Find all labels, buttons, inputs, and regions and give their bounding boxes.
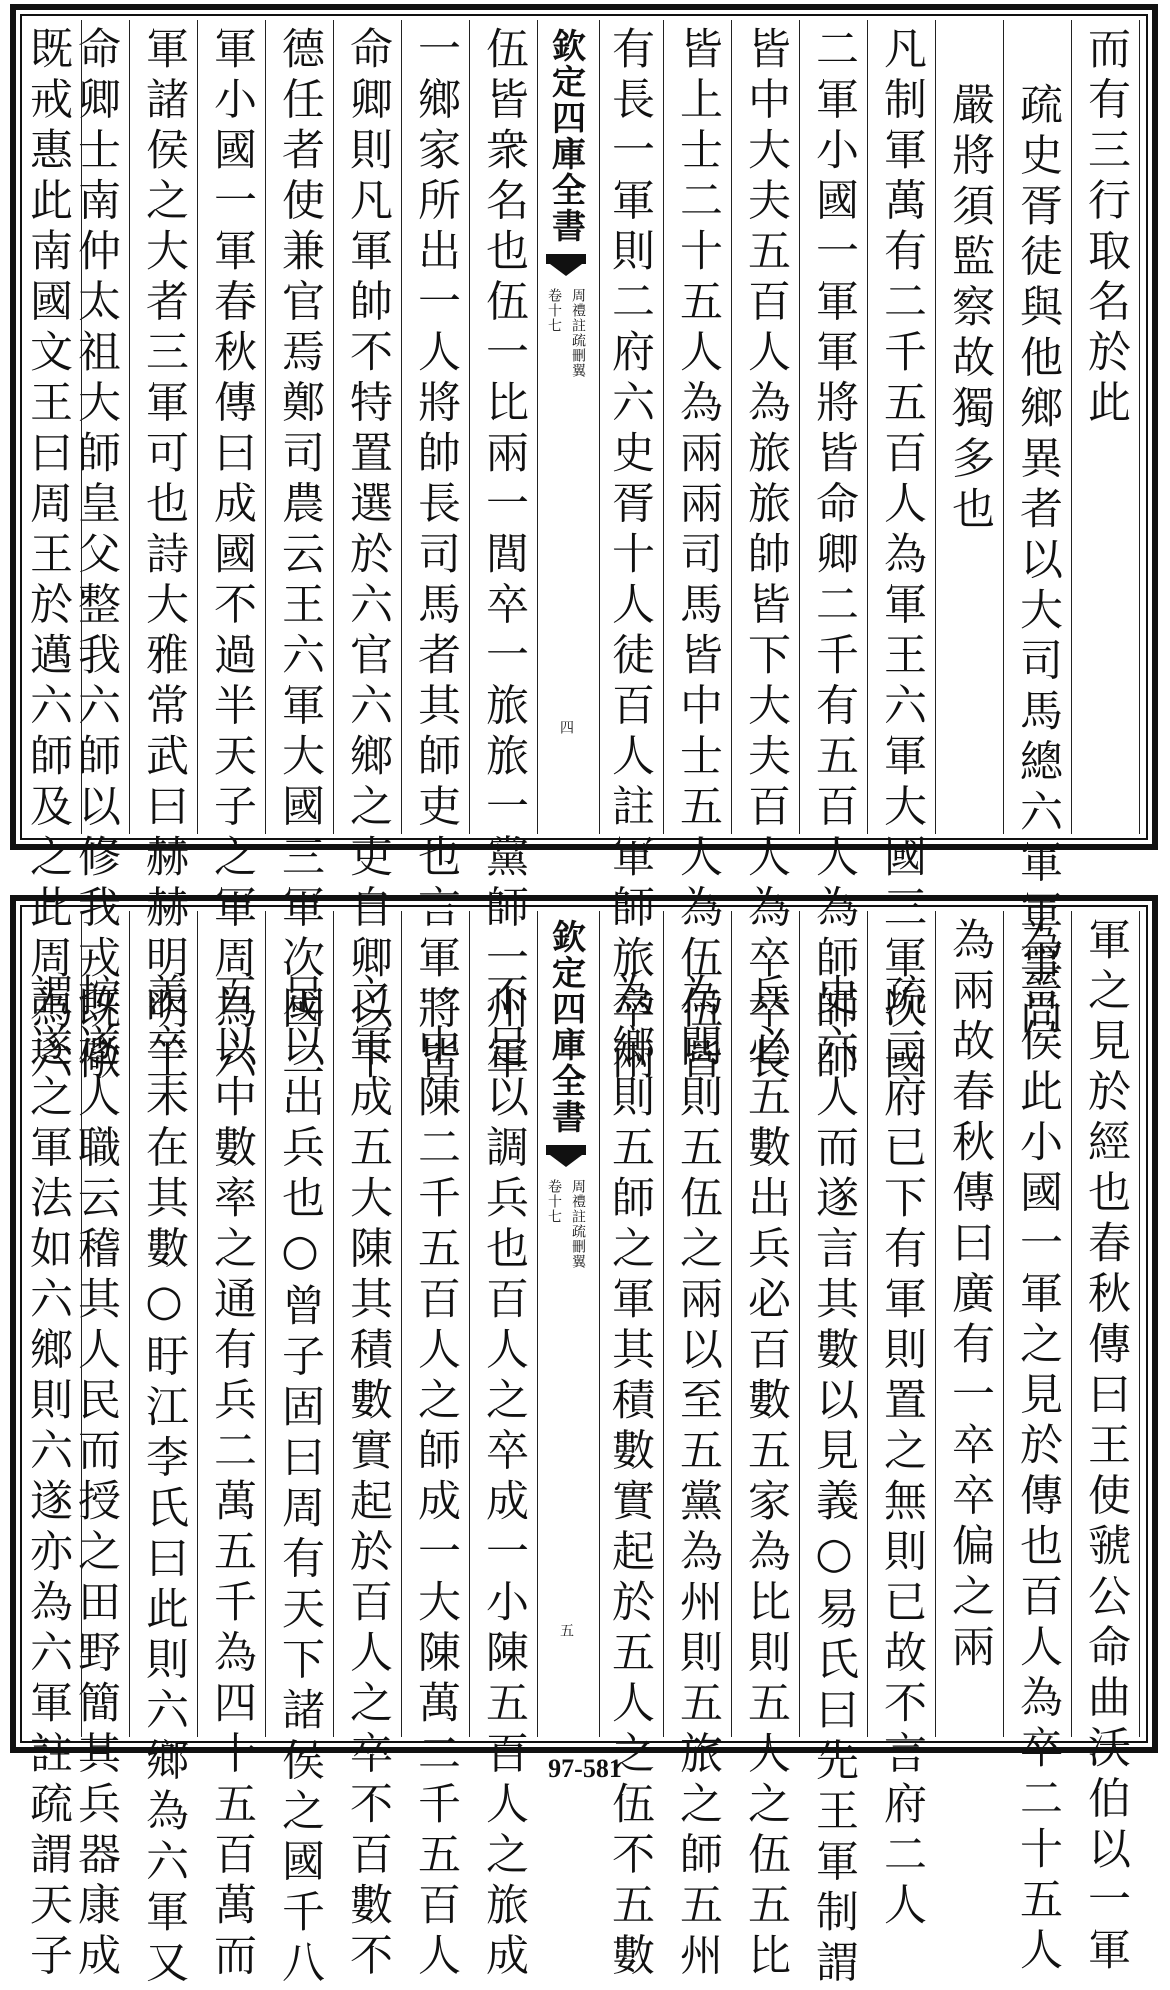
center-rule bbox=[599, 20, 600, 834]
center-volume: 卷十七 bbox=[546, 1179, 562, 1224]
text-column bbox=[806, 917, 862, 1990]
text-column bbox=[136, 917, 192, 1990]
column-text: 有長一軍則二府六史胥十人徒百人註軍師旅卒兩 bbox=[605, 26, 655, 1087]
text-column bbox=[476, 26, 532, 1087]
text-column bbox=[340, 26, 396, 1087]
column-text: 嚴將須監察故獨多也 bbox=[945, 82, 995, 537]
center-folio: 四 bbox=[558, 720, 574, 734]
column-text: 既戒惠此南國文王曰周王於邁六師及之此周為六 bbox=[23, 26, 73, 1087]
column-text: 疏史胥徒與他鄉異者以大司馬總六軍軍事尚 bbox=[1013, 82, 1063, 1042]
center-book: 周禮註疏刪翼 bbox=[570, 1179, 586, 1269]
column-text: 兵必五數出兵必百數五家為比則五人之伍五比 bbox=[741, 973, 791, 1983]
column-rule bbox=[333, 911, 334, 1737]
column-text: 命卿則凡軍帥不特置選於六官六鄉之吏自卿以下 bbox=[343, 26, 393, 1087]
center-folio: 五 bbox=[558, 1623, 574, 1637]
column-text: 百以中數率之通有兵二萬五千為四十五百萬而 bbox=[207, 973, 257, 1983]
column-rule bbox=[663, 20, 664, 834]
column-rule bbox=[81, 20, 82, 834]
text-column bbox=[204, 26, 260, 1087]
text-column bbox=[1010, 26, 1066, 1042]
center-title: 欽定四庫全書 bbox=[545, 28, 586, 244]
column-rule bbox=[799, 20, 800, 834]
column-text: 史六人而遂言其數以見義○易氏曰先王軍制謂 bbox=[809, 973, 859, 1990]
column-text: 不足以調兵也百人之卒成一小陳五百人之旅成 bbox=[479, 973, 529, 1983]
column-text: 而有三行取名於此 bbox=[1081, 26, 1131, 430]
column-text: 命卿士南仲太祖大師皇父整我六師以修我戎既儆 bbox=[71, 26, 121, 1087]
column-text: 為晉侯此小國一軍之見於傳也百人為卒二十五人 bbox=[1013, 917, 1063, 1978]
text-column bbox=[272, 917, 328, 1990]
text-column bbox=[670, 26, 726, 1087]
text-column bbox=[68, 26, 124, 1087]
column-text: 皆中大夫五百人為旅旅帥皆下大夫百人為卒卒長 bbox=[741, 26, 791, 1087]
text-column bbox=[670, 917, 726, 1983]
text-column bbox=[408, 26, 464, 1087]
column-rule bbox=[1003, 911, 1004, 1737]
column-rule bbox=[935, 911, 936, 1737]
text-column bbox=[1010, 917, 1066, 1978]
column-text: 按遂人職云稽其人民而授之田野簡其兵器康成 bbox=[71, 973, 121, 1983]
center-title: 欽定四庫全書 bbox=[545, 919, 586, 1135]
column-rule bbox=[469, 911, 470, 1737]
column-rule bbox=[197, 20, 198, 834]
text-column bbox=[204, 917, 260, 1983]
column-text: 為兩故春秋傳曰廣有一卒卒偏之兩 bbox=[945, 917, 995, 1675]
text-column bbox=[738, 917, 794, 1983]
column-rule bbox=[731, 911, 732, 1737]
column-text: 謂遂之軍法如六鄉則六遂亦為六軍註疏謂天子 bbox=[23, 973, 73, 1983]
column-rule bbox=[81, 911, 82, 1737]
column-rule bbox=[867, 911, 868, 1737]
text-column bbox=[806, 26, 862, 1087]
column-text: 一鄉家所出一人將帥長司馬者其師吏也言軍將皆 bbox=[411, 26, 461, 1087]
column-text: 伍皆衆名也伍一比兩一閭卒一旅旅一黨師一州軍 bbox=[479, 26, 529, 1087]
column-rule bbox=[867, 20, 868, 834]
column-text: 凡制軍萬有二千五百人為軍王六軍大國三軍次國 bbox=[877, 26, 927, 1087]
column-rule bbox=[799, 911, 800, 1737]
text-column bbox=[602, 26, 658, 1087]
center-volume: 卷十七 bbox=[546, 288, 562, 333]
text-column bbox=[942, 917, 998, 1733]
center-book: 周禮註疏刪翼 bbox=[570, 288, 586, 378]
column-rule bbox=[401, 20, 402, 834]
column-text: 德任者使兼官焉鄭司農云王六軍大國三軍次國二 bbox=[275, 26, 325, 1087]
column-rule bbox=[129, 20, 130, 834]
column-text: 為鄉則五師之軍其積數實起於五人之伍不五數 bbox=[605, 973, 655, 1983]
text-column bbox=[738, 26, 794, 1087]
column-rule bbox=[265, 20, 266, 834]
column-rule bbox=[265, 911, 266, 1737]
column-text: 疏二府已下有軍則置之無則已故不言府二人 bbox=[877, 973, 927, 1933]
column-rule bbox=[401, 911, 402, 1737]
fish-tail-mark bbox=[546, 1145, 586, 1167]
text-column bbox=[874, 26, 930, 1087]
column-text: 軍之見於經也春秋傳曰王使虢公命曲沃伯以一軍 bbox=[1081, 917, 1131, 1978]
center-rule bbox=[599, 911, 600, 1737]
column-text: 一中陳二千五百人之師成一大陳萬二千五百人 bbox=[411, 973, 461, 1983]
text-column bbox=[602, 917, 658, 1983]
text-column bbox=[340, 917, 396, 1983]
column-rule bbox=[731, 20, 732, 834]
column-rule bbox=[333, 20, 334, 834]
column-rule bbox=[469, 20, 470, 834]
center-fold bbox=[538, 911, 594, 1737]
column-rule bbox=[1139, 911, 1140, 1737]
column-rule bbox=[935, 20, 936, 834]
column-text: 為閭則五伍之兩以至五黨為州則五旅之師五州 bbox=[673, 973, 723, 1983]
text-column bbox=[942, 26, 998, 830]
fish-tail-mark bbox=[546, 254, 586, 276]
text-column bbox=[408, 917, 464, 1983]
column-rule bbox=[197, 911, 198, 1737]
column-rule bbox=[129, 911, 130, 1737]
column-text: 之軍成五大陳其積數實起於百人之卒不百數不 bbox=[343, 973, 393, 1983]
column-text: 二軍小國一軍軍將皆命卿二千有五百人為師師帥 bbox=[809, 26, 859, 1087]
column-text: 羨卒未在其數○盱江李氏曰此則六鄉為六軍又 bbox=[139, 973, 189, 1990]
column-text: 軍諸侯之大者三軍可也詩大雅常武曰赫赫明明王 bbox=[139, 26, 189, 1087]
column-text: 皆上士二十五人為兩兩司馬皆中士五人為伍伍皆 bbox=[673, 26, 723, 1087]
column-rule bbox=[1071, 20, 1072, 834]
text-column bbox=[20, 917, 76, 1983]
text-column bbox=[1078, 917, 1134, 1978]
column-text: 軍小國一軍春秋傳曰成國不過半天子之軍周為六 bbox=[207, 26, 257, 1087]
column-rule bbox=[1071, 911, 1072, 1737]
column-rule bbox=[1003, 20, 1004, 834]
center-meta bbox=[544, 288, 588, 378]
text-column bbox=[476, 917, 532, 1983]
column-rule bbox=[663, 911, 664, 1737]
column-text: 足以出兵也○曾子固曰周有天下諸侯之國千八 bbox=[275, 973, 325, 1990]
column-rule bbox=[1139, 20, 1140, 834]
center-meta bbox=[544, 1179, 588, 1269]
top-page-frame bbox=[10, 4, 1158, 1087]
center-fold bbox=[538, 20, 594, 834]
text-column bbox=[136, 26, 192, 1087]
page-number: 97-581 bbox=[548, 1754, 622, 1783]
text-column bbox=[1078, 26, 1134, 830]
text-column bbox=[20, 26, 76, 1087]
text-column bbox=[874, 917, 930, 1933]
text-column bbox=[272, 26, 328, 1087]
text-column bbox=[68, 917, 124, 1983]
